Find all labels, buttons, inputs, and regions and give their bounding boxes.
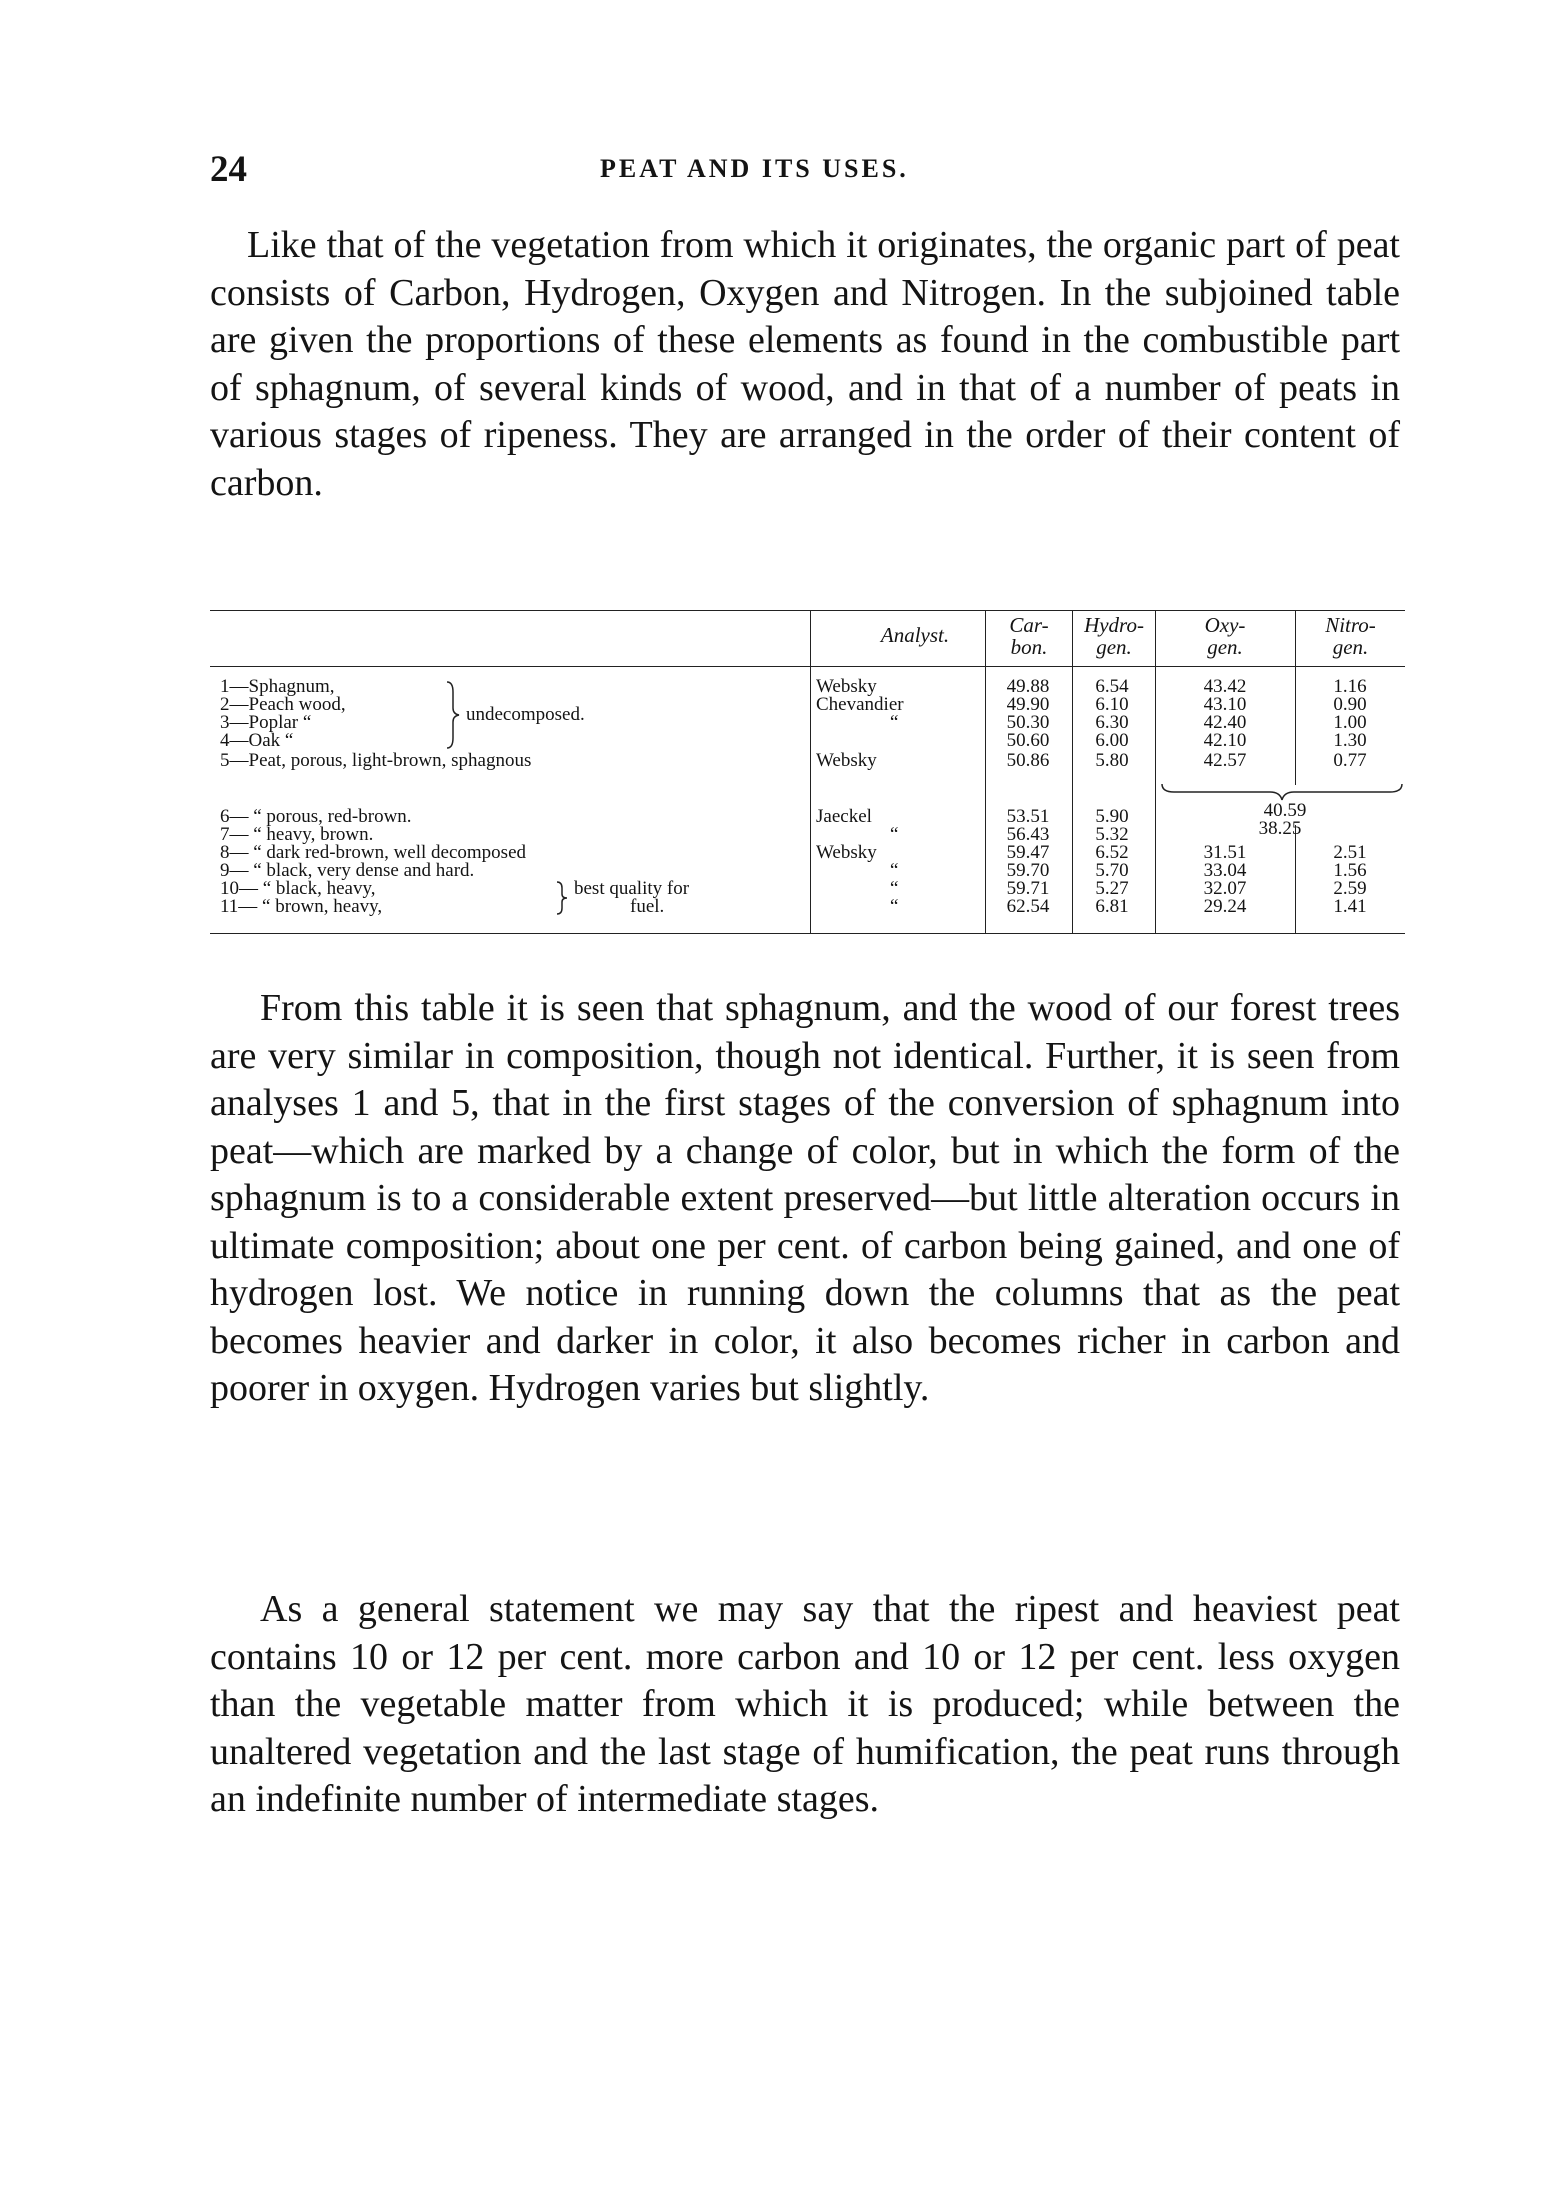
cell-hydrogen: 6.30 bbox=[1095, 712, 1129, 733]
row-desc: 7— “ heavy, brown. bbox=[220, 824, 374, 845]
cell-hydrogen: 5.80 bbox=[1095, 750, 1129, 771]
table-col-rule bbox=[985, 610, 986, 933]
table-col-rule bbox=[810, 610, 811, 933]
cell-oxygen: 42.40 bbox=[1203, 712, 1247, 733]
cell-nitrogen: 1.56 bbox=[1333, 860, 1367, 881]
row-desc: 8— “ dark red-brown, well decomposed bbox=[220, 842, 527, 863]
paragraph-analysis: From this table it is seen that sphagnum, and the wood of our forest trees are very similar in composition, though not identical. Further, it is seen from analyses 1 and 5, that in the first stages of the conversion of sphagnum into peat—which are marked by a change of color, but in which the form of the sphagnum is to a considerable extent preserved—but little alteration occurs in ultimate composition; about one per cent. of carbon being gained, and one of hydrogen lost. We notice in running down the columns that as the peat becomes heavier and darker in color, it also becomes richer in carbon and poorer in oxygen. Hydrogen varies but slightly. bbox=[210, 987, 1400, 1409]
cell-nitrogen: 1.16 bbox=[1333, 676, 1367, 697]
row-analyst: Websky bbox=[816, 842, 877, 863]
cell-carbon: 62.54 bbox=[1006, 896, 1050, 917]
cell-oxy-nitro: 38.25 bbox=[1258, 818, 1302, 839]
cell-nitrogen: 0.77 bbox=[1333, 750, 1367, 771]
cell-carbon: 59.71 bbox=[1006, 878, 1050, 899]
cell-hydrogen: 5.90 bbox=[1095, 806, 1129, 827]
cell-hydrogen: 5.27 bbox=[1095, 878, 1129, 899]
cell-nitrogen: 0.90 bbox=[1333, 694, 1367, 715]
cell-hydrogen: 6.52 bbox=[1095, 842, 1129, 863]
table-col-rule bbox=[1155, 610, 1156, 933]
paragraph-conclusion: As a general statement we may say that the ripest and heaviest peat contains 10 or 12 per cent. more carbon and 10 or 12 per cent. less oxygen than the vegetable matter from which it is produced; while between the unaltered vegetation and the last stage of humification, the peat runs through an indefinite number of intermediate stages. bbox=[210, 1588, 1400, 1820]
header-analyst: Analyst. bbox=[880, 623, 950, 647]
row-desc: 5—Peat, porous, light-brown, sphagnous bbox=[220, 750, 532, 771]
quality-label: best quality for bbox=[574, 878, 690, 899]
cell-oxy-nitro: 40.59 bbox=[1263, 800, 1307, 821]
cell-oxygen: 31.51 bbox=[1203, 842, 1247, 863]
cell-carbon: 49.90 bbox=[1006, 694, 1050, 715]
table-top-rule bbox=[210, 610, 1405, 611]
row-analyst: Websky bbox=[816, 750, 877, 771]
table-col-rule bbox=[1295, 825, 1296, 933]
row-desc: 3—Poplar “ bbox=[220, 712, 312, 733]
row-analyst: “ bbox=[890, 896, 899, 917]
header-hydrogen: Hydro- gen. bbox=[1084, 613, 1144, 659]
row-analyst: “ bbox=[890, 712, 899, 733]
cell-carbon: 59.70 bbox=[1006, 860, 1050, 881]
cell-hydrogen: 6.81 bbox=[1095, 896, 1129, 917]
row-analyst: Websky bbox=[816, 676, 877, 697]
row-desc: 10— “ black, heavy, bbox=[220, 878, 376, 899]
table-bottom-rule bbox=[210, 933, 1405, 934]
cell-carbon: 50.60 bbox=[1006, 730, 1050, 751]
row-analyst: Jaeckel bbox=[816, 806, 872, 827]
header-carbon: Car- bon. bbox=[1009, 613, 1049, 659]
row-desc: 11— “ brown, heavy, bbox=[220, 896, 383, 917]
brace-shape bbox=[445, 680, 461, 750]
cell-oxygen: 33.04 bbox=[1203, 860, 1247, 881]
paragraph-intro: Like that of the vegetation from which it originates, the organic part of peat consists of Carbon, Hydrogen, Oxygen and Nitrogen. In the subjoined table are given the proportions of these elements as found in the combustible part of sphagnum, of several kinds of wood, and in that of a number of peats in various stages of ripeness. They are arranged in the order of their content of carbon. bbox=[210, 224, 1400, 504]
row-analyst: “ bbox=[890, 860, 899, 881]
cell-nitrogen: 2.51 bbox=[1333, 842, 1367, 863]
cell-nitrogen: 2.59 bbox=[1333, 878, 1367, 899]
row-desc: 2—Peach wood, bbox=[220, 694, 346, 715]
cell-oxygen: 43.10 bbox=[1203, 694, 1247, 715]
cell-oxygen: 29.24 bbox=[1203, 896, 1247, 917]
cell-hydrogen: 5.70 bbox=[1095, 860, 1129, 881]
cell-nitrogen: 1.41 bbox=[1333, 896, 1367, 917]
cell-oxygen: 42.57 bbox=[1203, 750, 1247, 771]
row-desc: 1—Sphagnum, bbox=[220, 676, 335, 697]
row-desc: 9— “ black, very dense and hard. bbox=[220, 860, 475, 881]
cell-carbon: 53.51 bbox=[1006, 806, 1050, 827]
cell-hydrogen: 5.32 bbox=[1095, 824, 1129, 845]
group-label-undecomposed: undecomposed. bbox=[466, 704, 585, 725]
cell-oxygen: 32.07 bbox=[1203, 878, 1247, 899]
cell-hydrogen: 6.00 bbox=[1095, 730, 1129, 751]
row-analyst: “ bbox=[890, 824, 899, 845]
cell-carbon: 50.86 bbox=[1006, 750, 1050, 771]
cell-hydrogen: 6.10 bbox=[1095, 694, 1129, 715]
cell-carbon: 49.88 bbox=[1006, 676, 1050, 697]
page-number: 24 bbox=[210, 149, 247, 190]
table-header-rule bbox=[210, 666, 1405, 667]
brace-shape bbox=[555, 880, 569, 916]
cell-carbon: 56.43 bbox=[1006, 824, 1050, 845]
row-desc: 6— “ porous, red-brown. bbox=[220, 806, 412, 827]
composition-table bbox=[210, 610, 1410, 940]
cell-carbon: 50.30 bbox=[1006, 712, 1050, 733]
cell-nitrogen: 1.30 bbox=[1333, 730, 1367, 751]
running-title: PEAT AND ITS USES. bbox=[600, 154, 909, 183]
cell-oxygen: 43.42 bbox=[1203, 676, 1247, 697]
cell-oxygen: 42.10 bbox=[1203, 730, 1247, 751]
header-nitrogen: Nitro- gen. bbox=[1325, 613, 1376, 659]
cell-nitrogen: 1.00 bbox=[1333, 712, 1367, 733]
cell-carbon: 59.47 bbox=[1006, 842, 1050, 863]
row-analyst: “ bbox=[890, 878, 899, 899]
table-col-rule bbox=[1295, 610, 1296, 785]
quality-label: fuel. bbox=[630, 896, 665, 917]
row-desc: 4—Oak “ bbox=[220, 730, 294, 751]
header-oxygen: Oxy- gen. bbox=[1204, 613, 1246, 659]
page-header bbox=[210, 148, 1410, 198]
cell-hydrogen: 6.54 bbox=[1095, 676, 1129, 697]
row-analyst: Chevandier bbox=[816, 694, 904, 715]
